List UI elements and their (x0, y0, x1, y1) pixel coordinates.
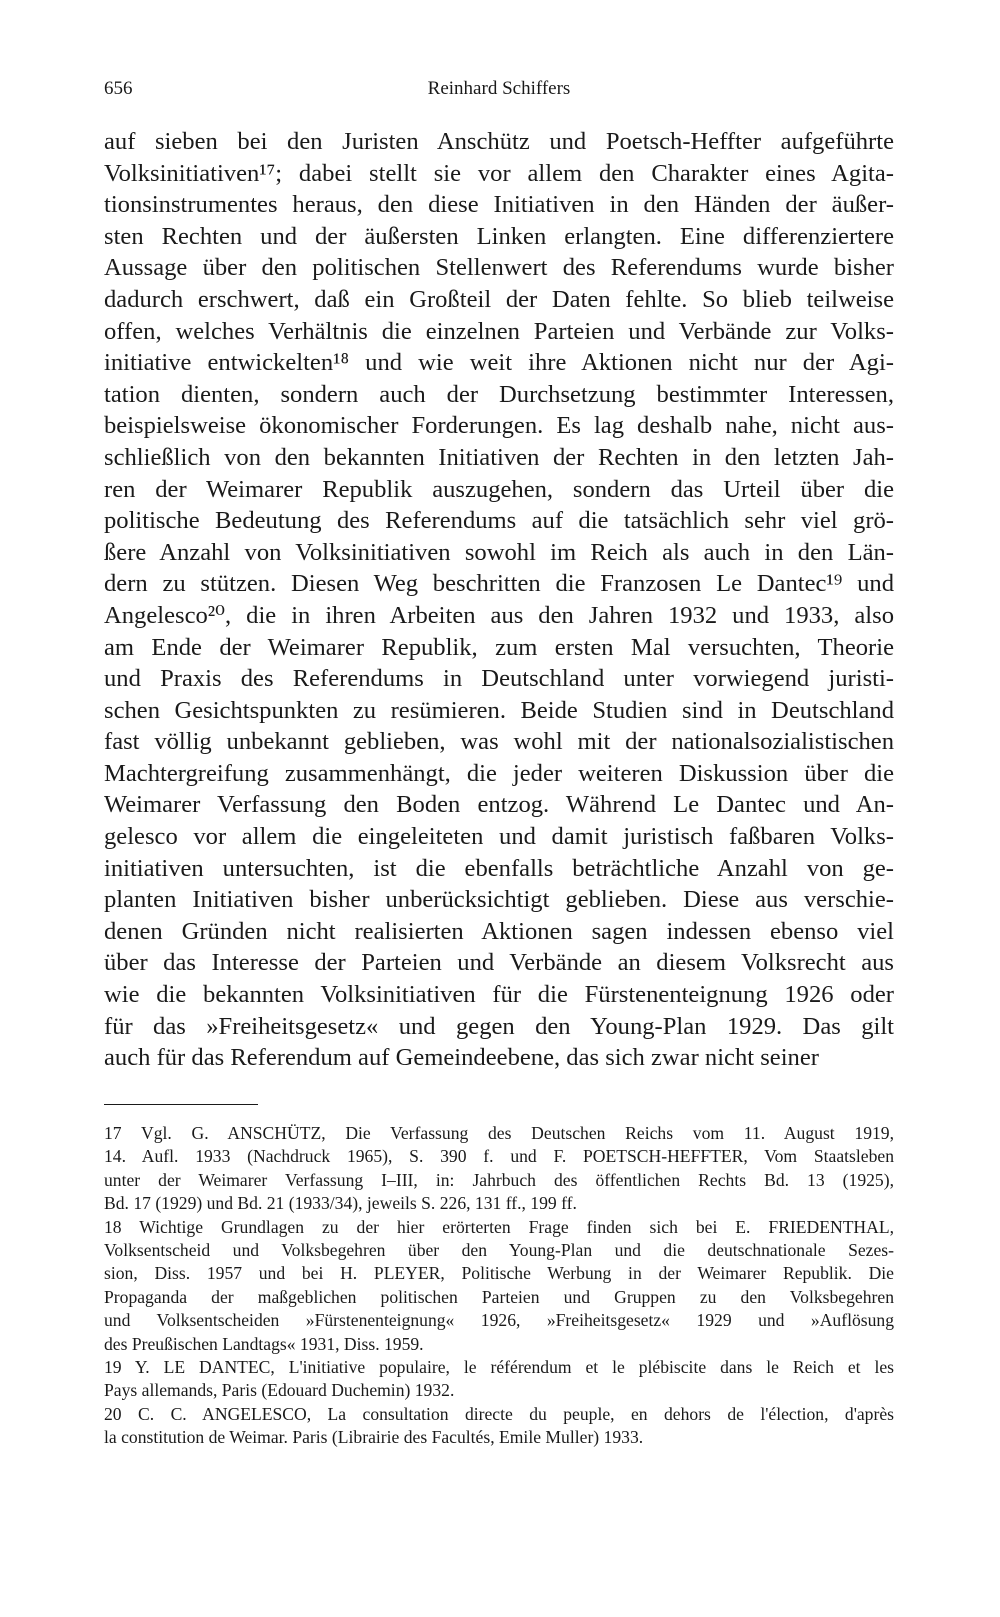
body-line: offen, welches Verhältnis die einzelnen Parteien und Verbände zur Volks- (104, 317, 894, 345)
body-line: tation dienten, sondern auch der Durchsetzung bestimmter Interessen, (104, 380, 894, 408)
body-line: und Praxis des Referendums in Deutschland unter vorwiegend juristi- (104, 665, 894, 693)
footnote-line: Volksentscheid und Volksbegehren über den Young-Plan und die deutschnationale Sezes- (104, 1239, 894, 1260)
footnote-line: des Preußischen Landtags« 1931, Diss. 1959. (104, 1333, 424, 1354)
footnote-line: Propaganda der maßgeblichen politischen Parteien und Gruppen zu den Volksbegehren (104, 1286, 894, 1307)
footnote-line: 20 C. C. ANGELESCO, La consultation directe du peuple, en dehors de l'élection, d'après (104, 1403, 894, 1424)
footnote-line: 19 Y. LE DANTEC, L'initiative populaire, le référendum et le plébiscite dans le Reich et les (104, 1356, 894, 1377)
page-number: 656 (104, 78, 133, 99)
body-line: Machtergreifung zusammenhängt, die jeder weiteren Diskussion über die (104, 759, 894, 787)
body-line: über das Interesse der Parteien und Verbände an diesem Volksrecht aus (104, 949, 894, 977)
footnote-line: sion, Diss. 1957 und bei H. PLEYER, Politische Werbung in der Weimarer Republik. Die (104, 1263, 894, 1284)
body-line: beispielsweise ökonomischer Forderungen. Es lag deshalb nahe, nicht aus- (104, 412, 894, 440)
body-line: dadurch erschwert, daß ein Großteil der Daten fehlte. So blieb teilweise (104, 285, 894, 313)
body-line: politische Bedeutung des Referendums auf die tatsächlich sehr viel grö- (104, 507, 894, 535)
body-line: planten Initiativen bisher unberücksichtigt geblieben. Diese aus verschie- (104, 886, 894, 914)
body-line: wie die bekannten Volksinitiativen für die Fürstenenteignung 1926 oder (104, 981, 894, 1009)
body-line: tionsinstrumentes heraus, den diese Initiativen in den Händen der äußer- (104, 191, 894, 219)
body-line: fast völlig unbekannt geblieben, was wohl mit der nationalsozialistischen (104, 728, 894, 756)
footnote-line: und Volksentscheiden »Fürstenenteignung« 1926, »Freiheitsgesetz« 1929 und »Auflösung (104, 1310, 894, 1331)
body-line: Volksinitiativen¹⁷; dabei stellt sie vor allem den Charakter eines Agita- (104, 159, 894, 187)
page-header (104, 78, 894, 102)
body-line: schließlich von den bekannten Initiativen der Rechten in den letzten Jah- (104, 443, 894, 471)
body-line: ren der Weimarer Republik auszugehen, sondern das Urteil über die (104, 475, 894, 503)
body-line: dern zu stützen. Diesen Weg beschritten die Franzosen Le Dantec¹⁹ und (104, 570, 894, 598)
body-line: Aussage über den politischen Stellenwert des Referendums wurde bisher (104, 254, 894, 282)
body-line: auf sieben bei den Juristen Anschütz und Poetsch-Heffter aufgeführte (104, 128, 894, 155)
body-line: schen Gesichtspunkten zu resümieren. Beide Studien sind in Deutschland (104, 696, 894, 724)
running-head: Reinhard Schiffers (427, 78, 571, 99)
body-line: initiativen untersuchten, ist die ebenfalls beträchtliche Anzahl von ge- (104, 854, 894, 882)
footnote-line: unter der Weimarer Verfassung I–III, in: Jahrbuch des öffentlichen Rechts Bd. 13 (1925), (104, 1169, 894, 1190)
footnote-line: Bd. 17 (1929) und Bd. 21 (1933/34), jeweils S. 226, 131 ff., 199 ff. (104, 1193, 577, 1214)
body-line: Angelesco²⁰, die in ihren Arbeiten aus den Jahren 1932 und 1933, also (104, 601, 894, 629)
body-line: Weimarer Verfassung den Boden entzog. Während Le Dantec und An- (104, 791, 894, 819)
body-line: auch für das Referendum auf Gemeindeebene, das sich zwar nicht seiner (104, 1044, 819, 1072)
body-line: initiative entwickelten¹⁸ und wie weit ihre Aktionen nicht nur der Agi- (104, 349, 894, 377)
body-line: ßere Anzahl von Volksinitiativen sowohl im Reich als auch in den Län- (104, 538, 894, 566)
body-line: am Ende der Weimarer Republik, zum ersten Mal versuchten, Theorie (104, 633, 894, 661)
body-line: gelesco vor allem die eingeleiteten und damit juristisch faßbaren Volks- (104, 823, 894, 851)
footnotes (104, 1122, 894, 1449)
body-line: denen Gründen nicht realisierten Aktionen sagen indessen ebenso viel (104, 917, 894, 945)
footnote-line: la constitution de Weimar. Paris (Librairie des Facultés, Emile Muller) 1933. (104, 1427, 644, 1448)
footnote-line: 18 Wichtige Grundlagen zu der hier erörterten Frage finden sich bei E. FRIEDENTHAL, (104, 1216, 894, 1237)
footnote-separator (104, 1104, 258, 1105)
footnote-line: 14. Aufl. 1933 (Nachdruck 1965), S. 390 f. und F. POETSCH-HEFFTER, Vom Staatsleben (104, 1146, 894, 1167)
footnote-line: 17 Vgl. G. ANSCHÜTZ, Die Verfassung des Deutschen Reichs vom 11. August 1919, (104, 1123, 894, 1143)
body-paragraph (104, 126, 894, 1074)
footnote-line: Pays allemands, Paris (Edouard Duchemin) 1932. (104, 1380, 455, 1401)
body-line: sten Rechten und der äußersten Linken erlangten. Eine differenziertere (104, 222, 894, 250)
body-line: für das »Freiheitsgesetz« und gegen den Young-Plan 1929. Das gilt (104, 1012, 894, 1040)
